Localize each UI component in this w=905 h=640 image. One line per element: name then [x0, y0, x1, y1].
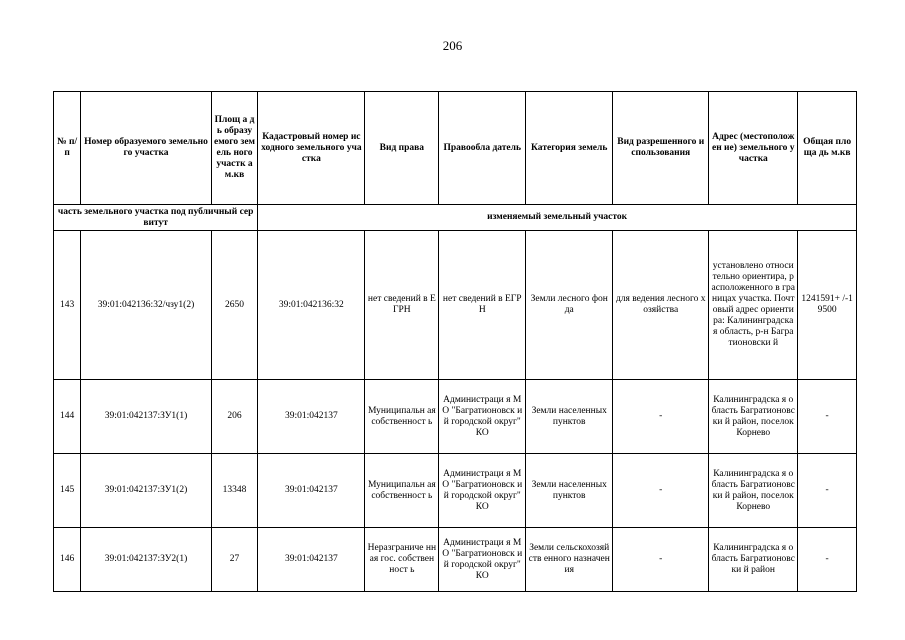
- cell-address: Калининградска я область Багратионовски й район: [709, 528, 798, 592]
- cell-source-cadastral: 39:01:042137: [258, 454, 365, 528]
- cell-plot-area: 13348: [211, 454, 258, 528]
- col-header-number: № п/п: [54, 92, 81, 205]
- cell-total-area: -: [798, 528, 857, 592]
- table-row: [54, 231, 857, 380]
- page-number: 206: [442, 38, 463, 53]
- cell-right-type: нет сведений в ЕГРН: [365, 231, 439, 380]
- cell-source-cadastral: 39:01:042136:32: [258, 231, 365, 380]
- cell-plot-area: 27: [211, 528, 258, 592]
- cell-permitted-use: -: [613, 380, 709, 454]
- col-header-holder: Правообла датель: [439, 92, 526, 205]
- cell-address: установлено относительно ориентира, расположенного в границах участка. Почтовый адрес ориентира: Калининградска я область, р-н Багратионовски й: [709, 231, 798, 380]
- col-header-plot-number: Номер образуемого земельного участка: [81, 92, 211, 205]
- cell-source-cadastral: 39:01:042137: [258, 528, 365, 592]
- section-left-label: часть земельного участка под публичный сервитут: [54, 205, 258, 231]
- col-header-right-type: Вид права: [365, 92, 439, 205]
- cell-total-area: -: [798, 454, 857, 528]
- cell-total-area: 1241591+ /-19500: [798, 231, 857, 380]
- col-header-land-category: Категория земель: [526, 92, 613, 205]
- cell-plot-area: 206: [211, 380, 258, 454]
- table-row: [54, 454, 857, 528]
- cell-number: 143: [54, 231, 81, 380]
- cell-holder: Администраци я МО "Багратионовск ий городской округ" КО: [439, 528, 526, 592]
- cell-permitted-use: -: [613, 454, 709, 528]
- section-right-label: изменяемый земельный участок: [258, 205, 857, 231]
- cell-right-type: Муниципальн ая собственност ь: [365, 454, 439, 528]
- land-plots-table: [53, 91, 857, 592]
- cell-number: 145: [54, 454, 81, 528]
- section-row: [54, 205, 857, 231]
- col-header-address: Адрес (местоположен ие) земельного участка: [709, 92, 798, 205]
- table-row: [54, 528, 857, 592]
- cell-holder: Администраци я МО "Багратионовск ий городской округ" КО: [439, 380, 526, 454]
- table-row: [54, 380, 857, 454]
- col-header-total-area: Общая площа дь м.кв: [798, 92, 857, 205]
- cell-land-category: Земли лесного фонда: [526, 231, 613, 380]
- cell-land-category: Земли населенных пунктов: [526, 454, 613, 528]
- col-header-permitted-use: Вид разрешенного использования: [613, 92, 709, 205]
- cell-right-type: Муниципальн ая собственност ь: [365, 380, 439, 454]
- cell-address: Калининградска я область Багратионовски й район, поселок Корнево: [709, 454, 798, 528]
- cell-number: 144: [54, 380, 81, 454]
- col-header-source-cadastral: Кадастровый номер исходного земельного участка: [258, 92, 365, 205]
- header-row: [54, 92, 857, 205]
- cell-permitted-use: -: [613, 528, 709, 592]
- cell-holder: Администраци я МО "Багратионовск ий городской округ" КО: [439, 454, 526, 528]
- cell-plot-number: 39:01:042137:ЗУ1(1): [81, 380, 211, 454]
- cell-holder: нет сведений в ЕГРН: [439, 231, 526, 380]
- cell-source-cadastral: 39:01:042137: [258, 380, 365, 454]
- cell-land-category: Земли населенных пунктов: [526, 380, 613, 454]
- col-header-plot-area: Площ а дь образу емого земель ного участк а м.кв: [211, 92, 258, 205]
- cell-plot-number: 39:01:042137:ЗУ2(1): [81, 528, 211, 592]
- cell-number: 146: [54, 528, 81, 592]
- cell-plot-number: 39:01:042136:32/чзу1(2): [81, 231, 211, 380]
- cell-permitted-use: для ведения лесного хозяйства: [613, 231, 709, 380]
- cell-right-type: Неразграниче нная гос. собственност ь: [365, 528, 439, 592]
- cell-plot-area: 2650: [211, 231, 258, 380]
- cell-land-category: Земли сельскохозяйств енного назначения: [526, 528, 613, 592]
- cell-address: Калининградска я область Багратионовски й район, поселок Корнево: [709, 380, 798, 454]
- cell-total-area: -: [798, 380, 857, 454]
- cell-plot-number: 39:01:042137:ЗУ1(2): [81, 454, 211, 528]
